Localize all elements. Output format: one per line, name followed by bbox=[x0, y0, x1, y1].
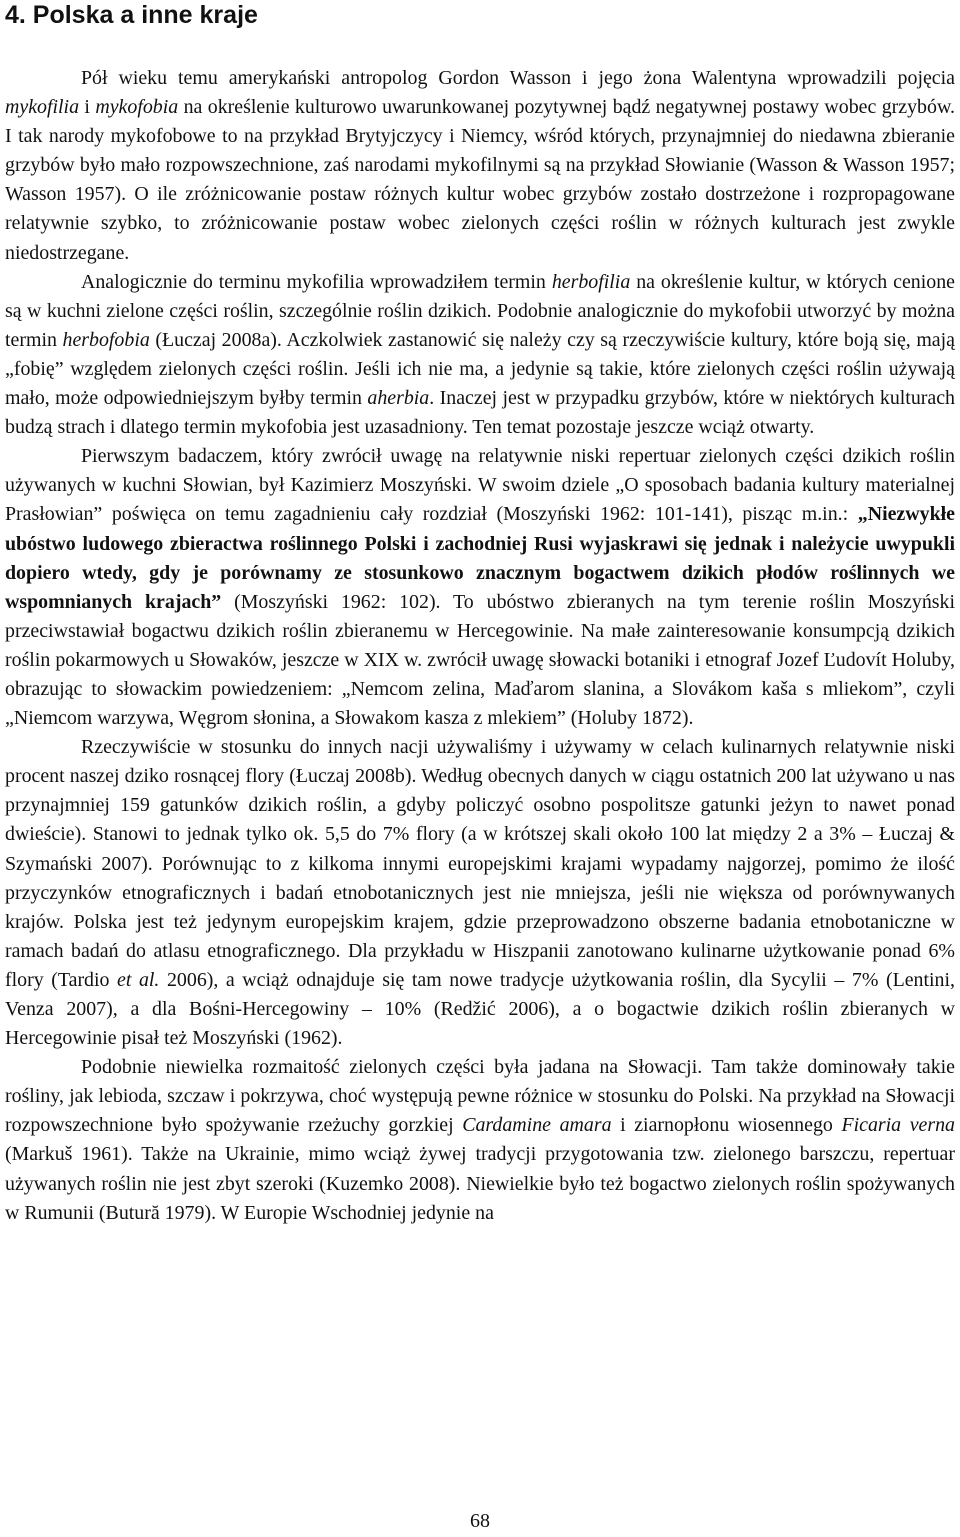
italic-term: aherbia bbox=[367, 387, 430, 410]
section-heading: 4. Polska a inne kraje bbox=[5, 1, 258, 29]
italic-term: et al. bbox=[117, 968, 160, 991]
italic-term: mykofobia bbox=[95, 96, 179, 119]
body-text bbox=[5, 64, 955, 1228]
text-run: Podobnie niewielka rozmaitość zielonych części była jadana na Słowacji. Tam także dominowały takie rośliny, jak lebioda, szczaw i pokrzywa, choć występują pewne różnice w stosunku do Polski. Na przykład na Słowacji rozpowszechnione było spożywanie rzeżuchy gorzkiej bbox=[5, 1056, 955, 1137]
paragraph-slovakia bbox=[5, 1053, 955, 1228]
text-run: na określenie kultur, w których cenione są w kuchni zielone części roślin, szczególnie roślin dzikich. Podobnie analogicznie do mykofobii utworzyć by można termin bbox=[5, 270, 955, 351]
italic-term: herbofilia bbox=[551, 270, 631, 293]
text-run: 2006), a wciąż odnajduje się tam nowe tradycje użytkowania roślin, dla Sycylii – 7% (Lentini, Venza 2007), a dla Bośni-Hercegowiny – 10% (Redžić 2006), a o bogactwie dzikich roślin zbieranych w Hercegowinie pisał też Moszyński (1962). bbox=[5, 968, 955, 1050]
italic-term: herbofobia bbox=[62, 328, 150, 351]
text-run: (Moszyński 1962: 102). To ubóstwo zbieranych na tym terenie roślin Moszyński przeciwstawiał bogactwu dzikich roślin zbieranemu w Hercegowinie. Na małe zainteresowanie konsumpcją dzikich roślin pokarmowych u Słowaków, jeszcze w XIX w. zwrócił uwagę słowacki botaniki i etnograf Jozef Ľudovít Holuby, obrazując to słowackim powiedzeniem: „Nemcom zelina, Maďarom slanina, a Slovákom kaša s mliekom”, czyli „Niemcom warzywa, Węgrom słonina, a Słowakom kasza z mlekiem” (Holuby 1872). bbox=[5, 590, 955, 730]
italic-species: Ficaria verna bbox=[841, 1114, 955, 1137]
text-run: . Inaczej jest w przypadku grzybów, które w niektórych kulturach budzą strach i dlatego termin mykofobia jest uzasadniony. Ten temat pozostaje jeszcze wciąż otwarty. bbox=[5, 387, 955, 439]
text-run: Analogicznie do terminu mykofilia wprowadziłem termin bbox=[81, 270, 552, 293]
text-run: Pół wieku temu amerykański antropolog Gordon Wasson i jego żona Walentyna wprowadzili pojęcia bbox=[81, 67, 955, 89]
text-run: (Markuš 1961). Także na Ukrainie, mimo wciąż żywej tradycji przygotowania tzw. zielonego barszczu, repertuar używanych roślin nie jest zbyt szeroki (Kuzemko 2008). Niewielkie było też bogactwo zielonych roślin spożywanych w Rumunii (Butură 1979). W Europie Wschodniej jedynie na bbox=[5, 1143, 955, 1224]
text-run: i ziarnopłonu wiosennego bbox=[611, 1114, 842, 1137]
text-run: na określenie kulturowo uwarunkowanej pozytywnej bądź negatywnej postawy wobec grzybów. I tak narody mykofobowe to na przykład Brytyjczycy i Niemcy, wśród których, przynajmniej do niedawna zbieranie grzybów było mało rozpowszechnione, zaś narodami mykofilnymi są na przykład Słowianie (Wasson & Wasson 1957; Wasson 1957). O ile zróżnicowanie postaw różnych kultur wobec grzybów zostało dostrzeżone i rozpropagowane relatywnie szybko, to zróżnicowanie postaw wobec zielonych części roślin w różnych kulturach jest zwykle niedostrzegane. bbox=[5, 96, 955, 264]
text-run: Rzeczywiście w stosunku do innych nacji używaliśmy i używamy w celach kulinarnych relatywnie niski procent naszej dziko rosnącej flory (Łuczaj 2008b). Według obecnych danych w ciągu ostatnich 200 lat używano u nas przynajmniej 159 gatunków dzikich roślin, a gdyby policzyć osobno pospolitsze gatunki jeżyn to nawet ponad dwieście). Stanowi to jednak tylko ok. 5,5 do 7% flory (a w krótszej skali około 100 lat między 2 a 3% – Łuczaj & Szymański 2007). Porównując to z kilkoma innymi europejskimi krajami wypadamy najgorzej, pomimo że ilość przyczynków etnograficznych i badań etnobotanicznych jest nie mniejsza, jeśli nie większa od porównywanych krajów. Polska jest też jedynym europejskim krajem, gdzie przeprowadzono obszerne badania etnobotaniczne w ramach badań do atlasu etnograficznego. Dla przykładu w Hiszpanii zanotowano kulinarne użytkowanie ponad 6% flory (Tardio bbox=[5, 736, 955, 991]
text-run: i bbox=[79, 96, 96, 119]
paragraph-statistics bbox=[5, 733, 955, 1053]
bold-quote: „Niezwykłe ubóstwo ludowego zbieractwa roślinnego Polski i zachodniej Rusi wyjaskrawi się jednak i należycie uwypukli dopiero wtedy, gdy je porównamy ze stosunkowo znacznym bogactwem dzikich płodów roślinnych we wspomnianych krajach” bbox=[5, 503, 955, 613]
paragraph-moszynski bbox=[5, 442, 955, 733]
text-run: Pierwszym badaczem, który zwrócił uwagę na relatywnie niski repertuar zielonych części dzikich roślin używanych w kuchni Słowian, był Kazimierz Moszyński. W swoim dziele „O sposobach badania kultury materialnej Prasłowian” poświęca on temu zagadnieniu cały rozdział (Moszyński 1962: 101-141), pisząc m.in.: bbox=[5, 445, 955, 526]
italic-species: Cardamine amara bbox=[462, 1114, 612, 1137]
italic-term: mykofilia bbox=[5, 96, 80, 119]
paragraph-herbofilia bbox=[5, 268, 955, 443]
paragraph-mykofilia bbox=[5, 64, 955, 268]
text-run: (Łuczaj 2008a). Aczkolwiek zastanowić się należy czy są rzeczywiście kultury, które boją się, mają „fobię” względem zielonych części roślin. Jeśli ich nie ma, a jedynie są takie, które zielonych części roślin używają mało, może odpowiedniejszym byłby termin bbox=[5, 328, 955, 410]
page-number: 68 bbox=[470, 1510, 490, 1532]
